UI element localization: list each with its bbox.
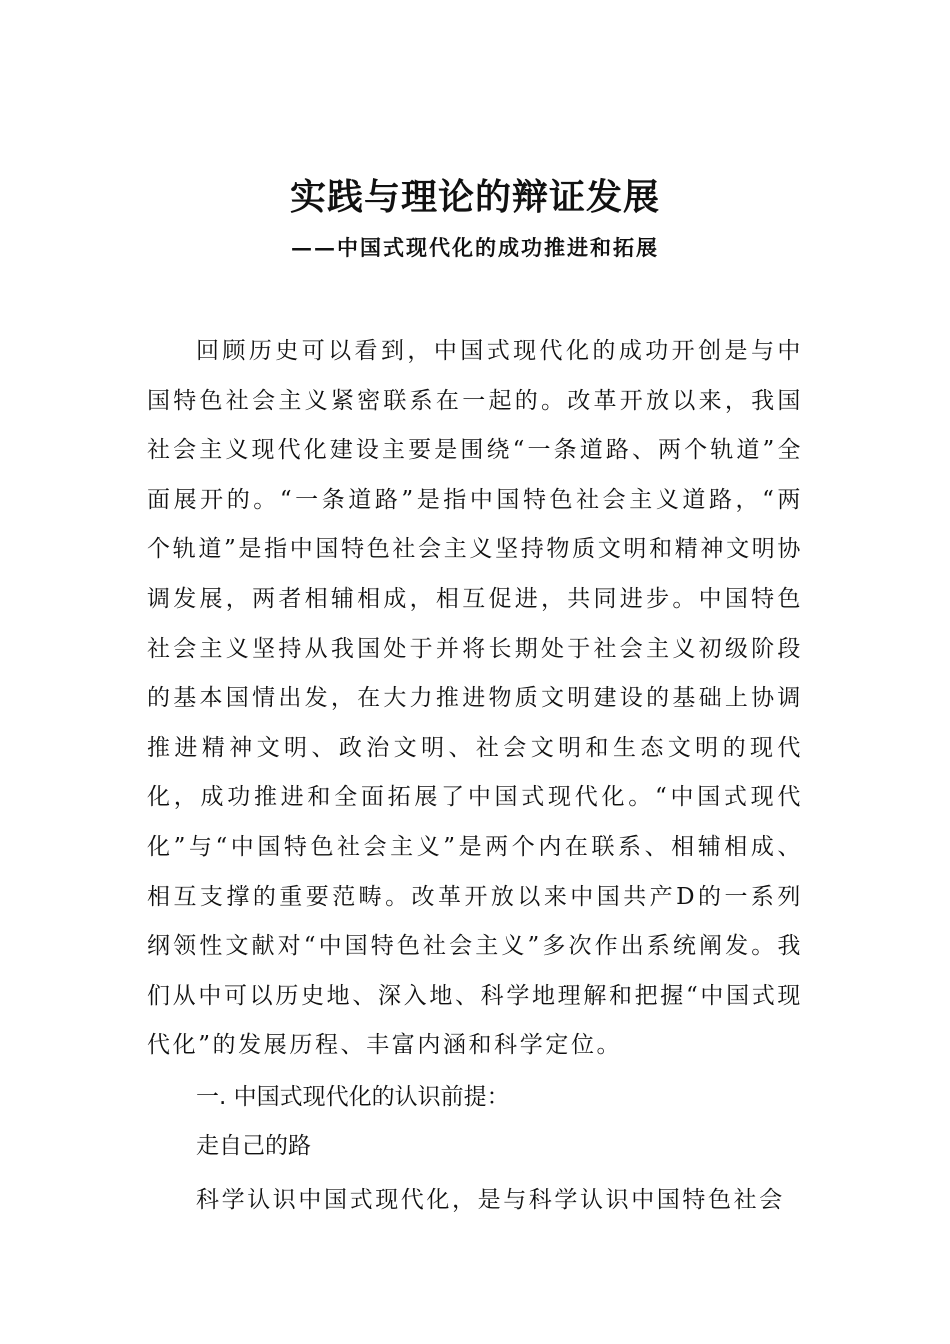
body-paragraph-1: 回顾历史可以看到，中国式现代化的成功开创是与中国特色社会主义紧密联系在一起的。改革开放以来，我国社会主义现代化建设主要是围绕“一条道路、两个轨道”全面展开的。“一条道路”是指中国特色社会主义道路，“两个轨道”是指中国特色社会主义坚持物质文明和精神文明协调发展，两者相辅相成，相互促进，共同进步。中国特色社会主义坚持从我国处于并将长期处于社会主义初级阶段的基本国情出发，在大力推进物质文明建设的基础上协调推进精神文明、政治文明、社会文明和生态文明的现代化，成功推进和全面拓展了中国式现代化。“中国式现代化”与“中国特色社会主义”是两个内在联系、相辅相成、相互支撑的重要范畴。改革开放以来中国共产D的一系列纲领性文献对“中国特色社会主义”多次作出系统阐发。我们从中可以历史地、深入地、科学地理解和把握“中国式现代化”的发展历程、丰富内涵和科学定位。	[147, 338, 803, 1059]
section-heading: 一. 中国式现代化的认识前提：	[196, 1084, 510, 1110]
section-subheading: 走自己的路	[196, 1133, 311, 1159]
document-title: 实践与理论的辩证发展	[289, 176, 660, 218]
document-subtitle: ——中国式现代化的成功推进和拓展	[291, 235, 659, 260]
body-paragraph-2: 科学认识中国式现代化，是与科学认识中国特色社会	[196, 1187, 785, 1213]
